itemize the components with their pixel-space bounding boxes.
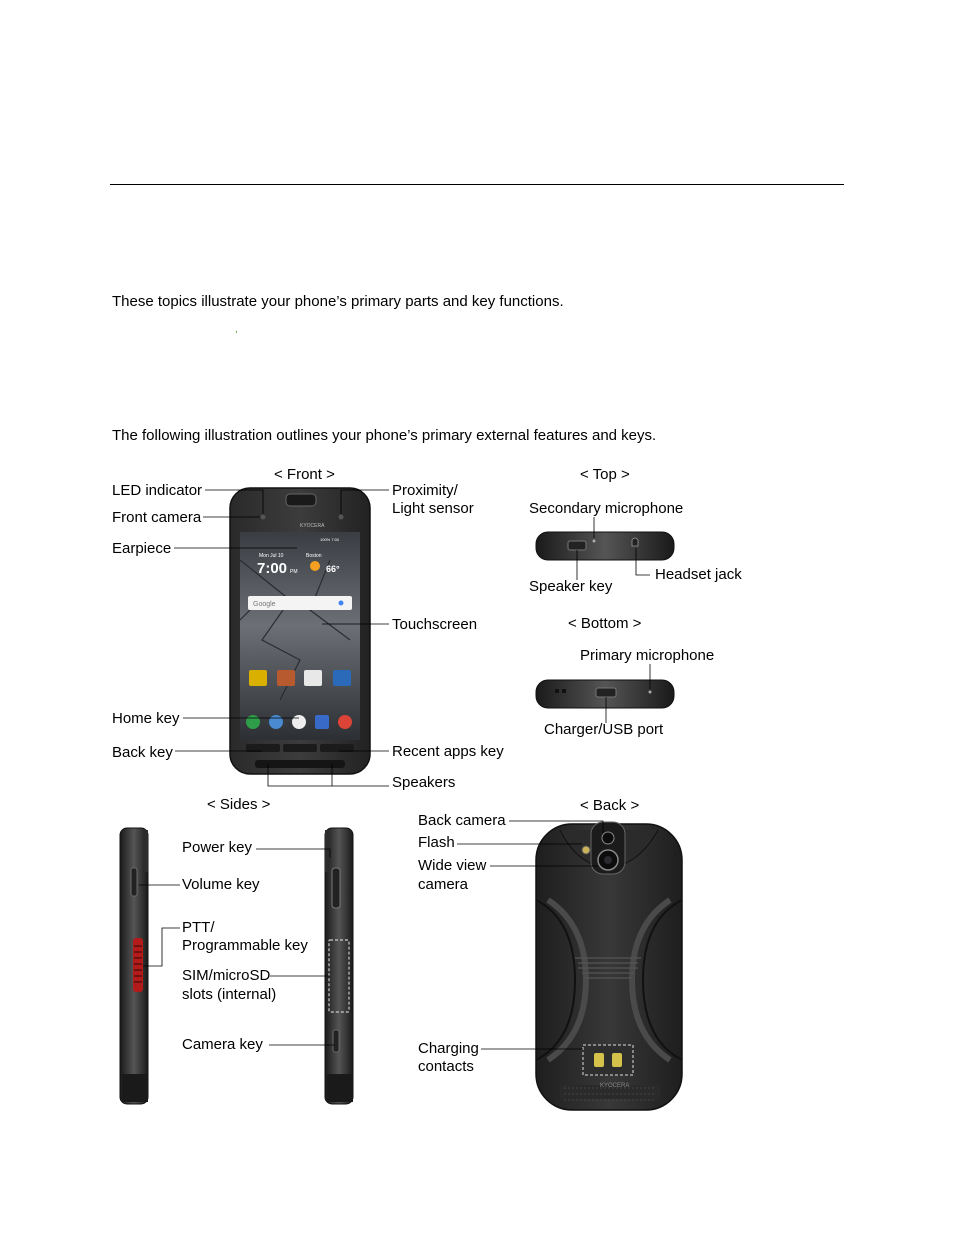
label-headset-jack: Headset jack <box>655 566 742 583</box>
outline-text: The following illustration outlines your phone’s primary external features and keys. <box>112 427 657 444</box>
screen-ampm: PM <box>290 569 298 575</box>
label-wide-view: Wide view <box>418 857 487 874</box>
label-ptt: PTT/ <box>182 919 215 936</box>
screen-time: 7:00 <box>257 560 288 577</box>
top-header: < Top > <box>580 466 630 483</box>
label-earpiece: Earpiece <box>112 540 172 557</box>
label-camera-key: Camera key <box>182 1036 263 1053</box>
label-volume-key: Volume key <box>182 876 260 893</box>
stray-mark: , <box>235 324 238 335</box>
label-back-camera: Back camera <box>418 812 506 829</box>
screen-brand: KYOCERA <box>300 523 325 529</box>
sides-header: < Sides > <box>207 796 271 813</box>
label-light-sensor: Light sensor <box>392 500 474 517</box>
screen-temp: 66° <box>326 564 340 574</box>
label-wide-view-camera: camera <box>418 876 469 893</box>
bottom-view-phone <box>536 680 674 708</box>
screen-status: 100% 7:00 <box>320 537 340 542</box>
label-recent-apps-key: Recent apps key <box>392 743 504 760</box>
label-secondary-microphone: Secondary microphone <box>529 500 684 517</box>
label-back-key: Back key <box>112 744 173 761</box>
label-primary-microphone: Primary microphone <box>580 647 715 664</box>
label-programmable-key: Programmable key <box>182 937 308 954</box>
back-header: < Back > <box>580 797 640 814</box>
label-power-key: Power key <box>182 839 253 856</box>
label-led-indicator: LED indicator <box>112 482 203 499</box>
label-speaker-key: Speaker key <box>529 578 613 595</box>
screen-city: Boston <box>306 553 322 559</box>
front-phone <box>230 488 370 774</box>
label-charging: Charging <box>418 1040 479 1057</box>
label-home-key: Home key <box>112 710 180 727</box>
label-front-camera: Front camera <box>112 509 202 526</box>
right-side-phone <box>325 828 353 1104</box>
label-slots-internal: slots (internal) <box>182 986 277 1003</box>
label-touchscreen: Touchscreen <box>392 616 478 633</box>
bottom-header: < Bottom > <box>568 615 642 632</box>
label-sim-microsd: SIM/microSD <box>182 967 271 984</box>
label-charging-contacts: contacts <box>418 1058 474 1075</box>
label-flash: Flash <box>418 834 455 851</box>
screen-search: Google <box>253 601 276 608</box>
label-proximity: Proximity/ <box>392 482 458 499</box>
back-phone <box>536 822 682 1110</box>
top-view-phone <box>536 532 674 560</box>
label-charger-usb-port: Charger/USB port <box>544 721 664 738</box>
screen-date: Mon Jul 10 <box>259 553 284 559</box>
label-speakers: Speakers <box>392 774 456 791</box>
back-brand: KYOCERA <box>600 1083 630 1089</box>
intro-text: These topics illustrate your phone’s primary parts and key functions. <box>112 293 564 310</box>
front-header: < Front > <box>274 466 335 483</box>
